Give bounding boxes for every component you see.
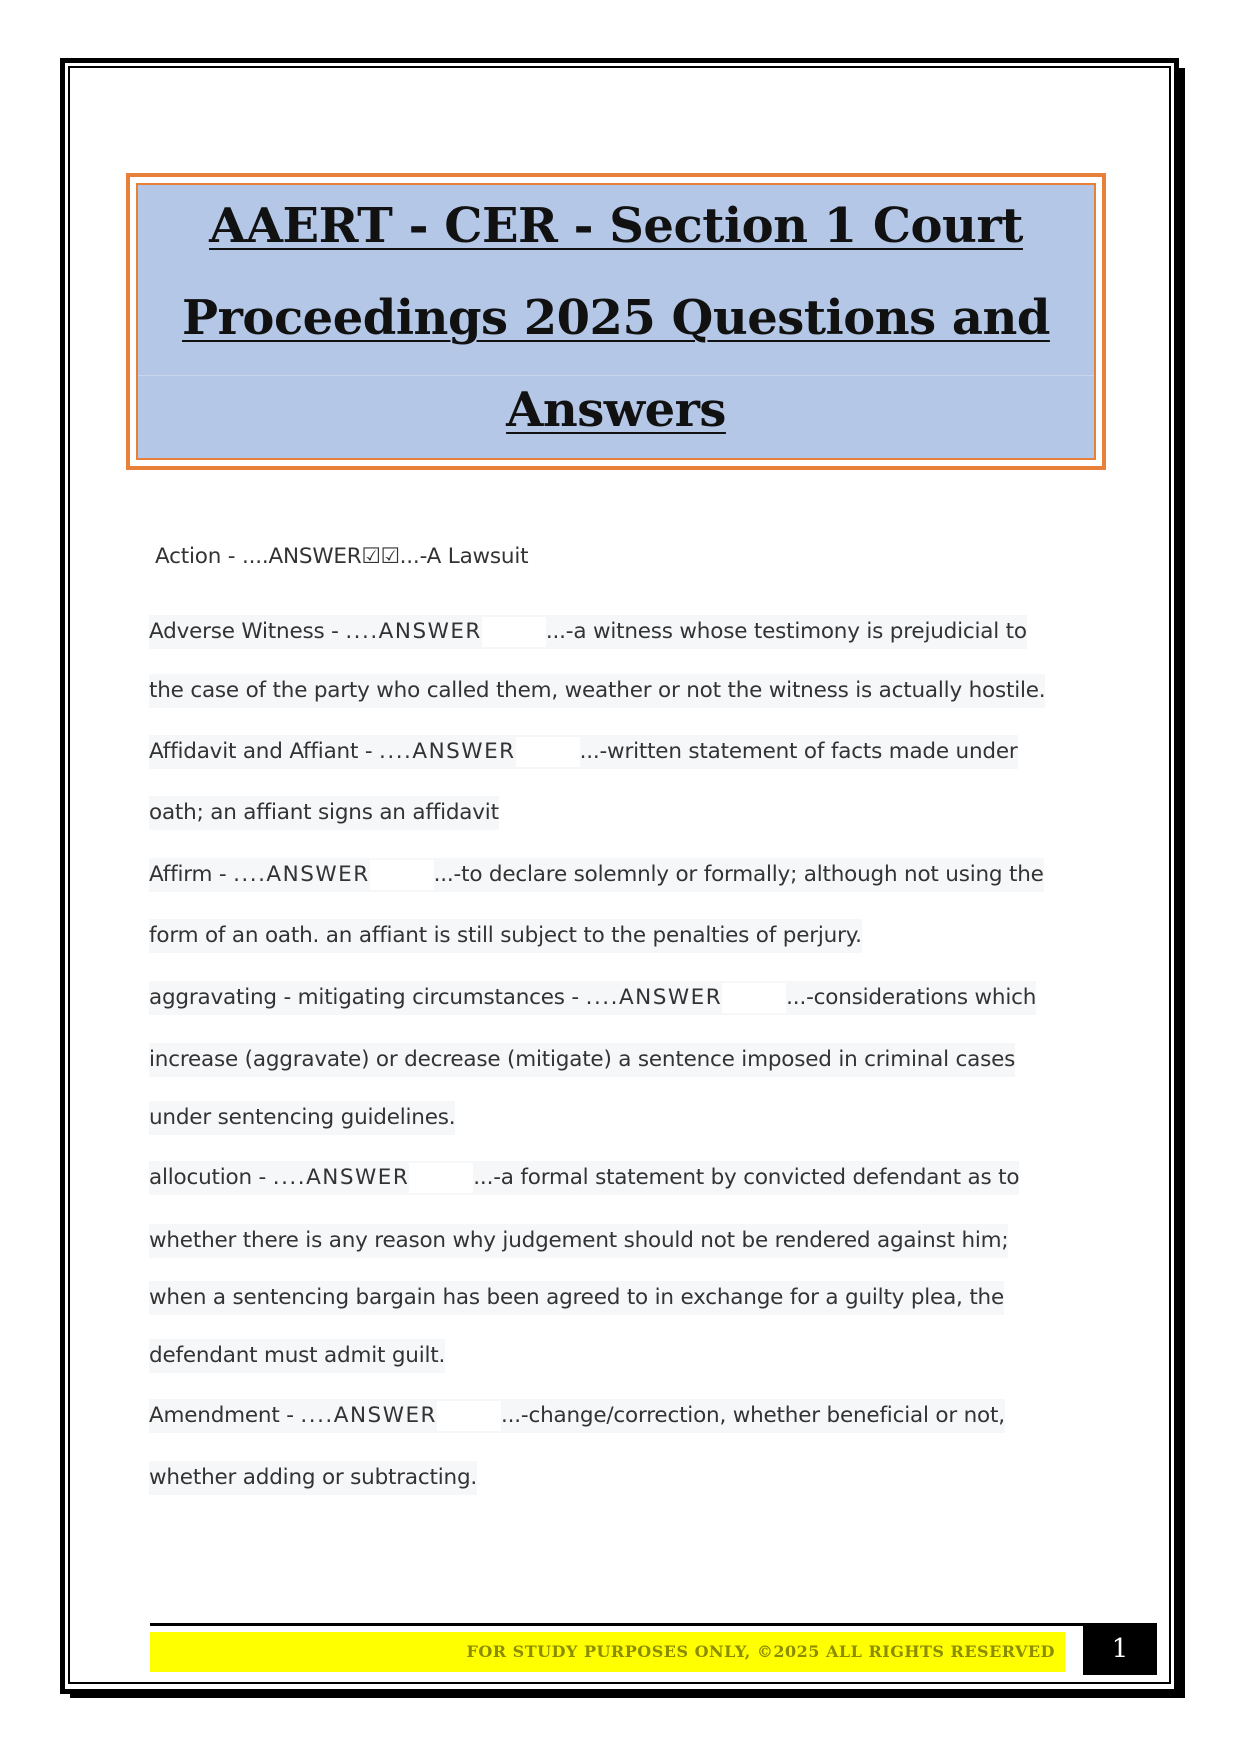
answer-label: ....ANSWER bbox=[345, 619, 482, 644]
title-line-2: Proceedings 2025 Questions and bbox=[182, 290, 1050, 346]
answer-gap bbox=[516, 737, 580, 767]
entry-affidavit bbox=[149, 735, 1018, 769]
entry-definition: ...-a witness whose testimony is prejudicial to bbox=[545, 619, 1027, 644]
entry-affirm bbox=[149, 858, 1044, 892]
entry-definition: ...-change/correction, whether beneficial or not, bbox=[500, 1403, 1005, 1428]
answer-gap bbox=[370, 860, 434, 890]
entry-continuation: form of an oath. an affiant is still subject to the penalties of perjury. bbox=[149, 919, 862, 953]
footer-copyright: FOR STUDY PURPOSES ONLY, ©2025 ALL RIGHTS RESERVED bbox=[466, 1642, 1055, 1661]
entry-definition: ...-written statement of facts made under bbox=[579, 739, 1018, 764]
entry-definition: ...-considerations which bbox=[786, 985, 1037, 1010]
entry-continuation: defendant must admit guilt. bbox=[149, 1339, 445, 1373]
entry-continuation: the case of the party who called them, weather or not the witness is actually hostile. bbox=[149, 674, 1045, 708]
entry-continuation: under sentencing guidelines. bbox=[149, 1101, 455, 1135]
entry-term: Amendment - ....ANSWER bbox=[149, 1403, 437, 1428]
entry-term: aggravating - mitigating circumstances - ....ANSWER bbox=[149, 985, 723, 1010]
answer-gap bbox=[409, 1163, 473, 1193]
entry-definition: ...-a formal statement by convicted defendant as to bbox=[473, 1165, 1020, 1190]
title-line-1: AAERT - CER - Section 1 Court bbox=[209, 198, 1023, 254]
entry-action bbox=[155, 540, 528, 574]
answer-label: ....ANSWER bbox=[585, 985, 723, 1010]
answer-label: ....ANSWER bbox=[272, 1165, 410, 1190]
entry-allocution bbox=[149, 1161, 1019, 1195]
entry-continuation: whether adding or subtracting. bbox=[149, 1461, 477, 1495]
entry-term: Affirm - ....ANSWER bbox=[149, 862, 370, 887]
answer-label: ....ANSWER bbox=[233, 862, 370, 887]
footer-rule bbox=[150, 1623, 1083, 1626]
entry-continuation: whether there is any reason why judgement should not be rendered against him; bbox=[149, 1224, 1008, 1258]
title-line-3: Answers bbox=[506, 382, 726, 438]
entry-adverse-witness bbox=[149, 615, 1027, 649]
page-number: 1 bbox=[1111, 1634, 1129, 1664]
answer-gap bbox=[437, 1401, 501, 1431]
document-title bbox=[136, 180, 1096, 456]
entry-term: Adverse Witness - ....ANSWER bbox=[149, 619, 482, 644]
entry-term: Affidavit and Affiant - ....ANSWER bbox=[149, 739, 516, 764]
entry-term: allocution - ....ANSWER bbox=[149, 1165, 410, 1190]
entry-amendment bbox=[149, 1399, 1005, 1433]
entry-continuation: when a sentencing bargain has been agreed to in exchange for a guilty plea, the bbox=[149, 1281, 1004, 1315]
answer-gap bbox=[482, 617, 546, 647]
entry-continuation: increase (aggravate) or decrease (mitigate) a sentence imposed in criminal cases bbox=[149, 1043, 1015, 1077]
entry-continuation: oath; an affiant signs an affidavit bbox=[149, 796, 499, 830]
answer-gap bbox=[722, 983, 786, 1013]
entry-aggravating-mitigating bbox=[149, 981, 1036, 1015]
answer-label: ....ANSWER bbox=[379, 739, 516, 764]
entry-definition: ...-to declare solemnly or formally; although not using the bbox=[433, 862, 1044, 887]
answer-label: ....ANSWER bbox=[300, 1403, 437, 1428]
entry-action-text: Action - ....ANSWER☑☑...-A Lawsuit bbox=[155, 544, 529, 569]
